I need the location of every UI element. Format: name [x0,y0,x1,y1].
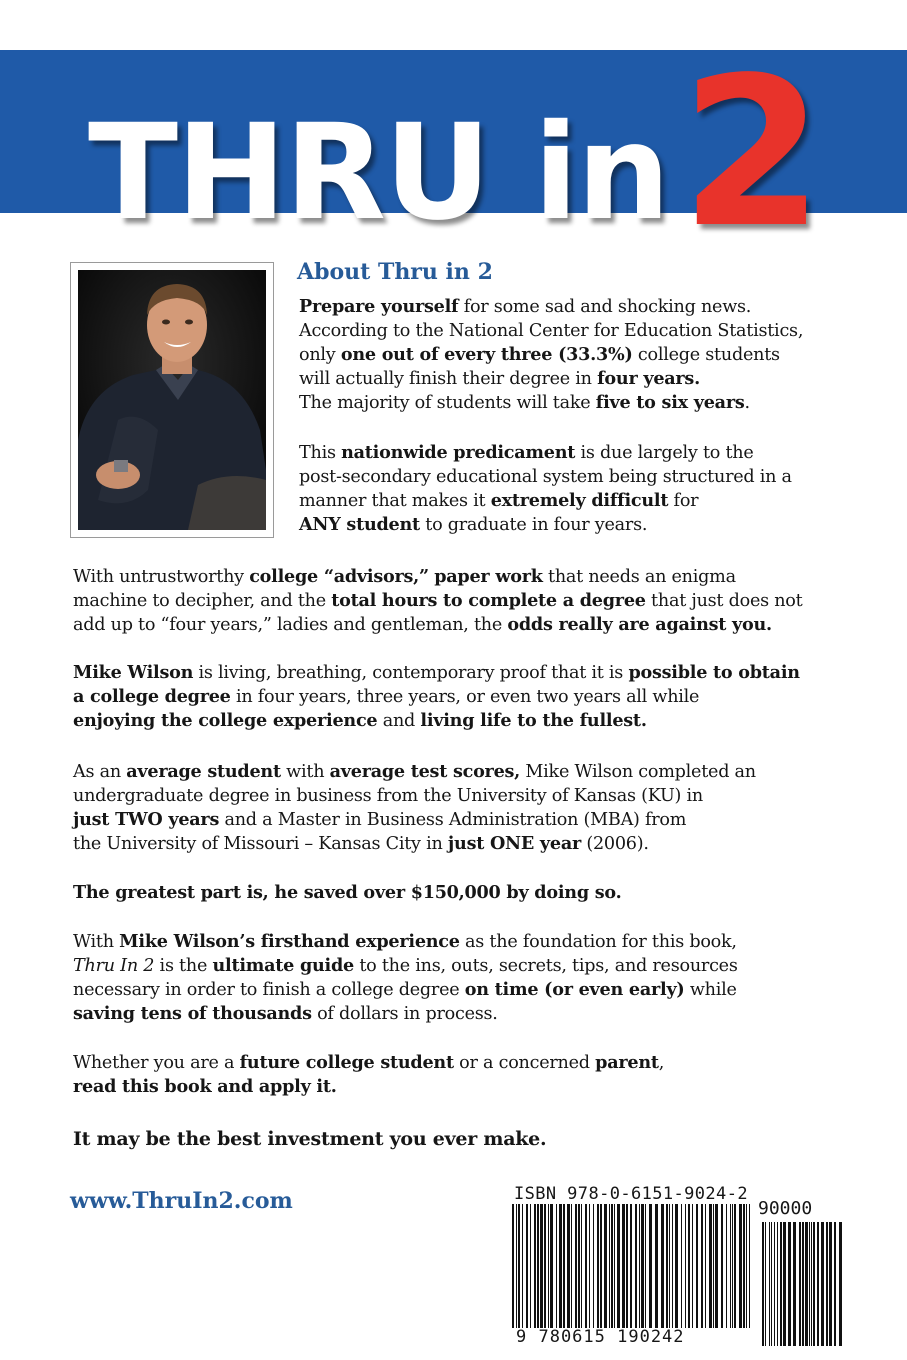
barcode-bar [809,1222,810,1346]
barcode-bar [675,1204,678,1328]
barcode-bar [688,1204,690,1328]
barcode-bar [780,1222,782,1346]
author-photo-frame [70,262,274,538]
closing-statement: It may be the best investment you ever make. [73,1128,547,1150]
barcode-bar [732,1204,733,1328]
barcode-bar [739,1204,742,1328]
barcode-bar [709,1204,712,1328]
author-portrait-icon [78,270,266,530]
barcode-bar [821,1222,824,1346]
intro-paragraph: Prepare yourself for some sad and shocking news. According to the National Center for Education Statistics, only one out of every three (33.3%) college students will actually finish their degree in four years. The majority of students will take five to six years. [299,296,804,413]
barcode-bar [771,1222,772,1346]
barcode-bar [765,1222,766,1346]
barcode-bar [769,1222,770,1346]
barcode-bar [614,1204,615,1328]
barcode-bar [666,1204,668,1328]
about-heading: About Thru in 2 [297,259,493,285]
barcode-bar [799,1222,801,1346]
barcode-bar [575,1204,577,1328]
barcode-bar [672,1204,673,1328]
website-url[interactable]: www.ThruIn2.com [70,1188,293,1214]
barcode-bar [655,1204,658,1328]
barcode-bar [749,1204,750,1328]
title-number: 2 [680,33,822,273]
barcode-bar [534,1204,536,1328]
barcode-bar [692,1204,693,1328]
barcode-bar [567,1204,570,1328]
barcode-bar [774,1222,775,1346]
barcode-bar [639,1204,640,1328]
barcode-bar [696,1204,698,1328]
barcode-bar [611,1204,613,1328]
barcode-bar [743,1204,745,1328]
barcode-bar [617,1204,620,1328]
barcode-bar [777,1222,778,1346]
barcode-bar [550,1204,553,1328]
barcode-bar [622,1204,625,1328]
barcode-bar [649,1204,652,1328]
barcode-bar [630,1204,632,1328]
barcode-bar [578,1204,580,1328]
average-student-paragraph: As an average student with average test scores, Mike Wilson completed an undergraduate degree in business from the University of Kansas (KU) in just TWO years and a Master in Business Administration (MBA) from the University of Missouri – Kansas City in just ONE year (2006). [73,761,756,854]
barcode-bar [730,1204,731,1328]
barcode-bar [701,1204,703,1328]
barcode-bar [537,1204,539,1328]
barcode-bar [746,1204,747,1328]
barcode-bar [600,1204,602,1328]
barcode-bar [593,1204,594,1328]
barcode-bar [540,1204,543,1328]
price-addon-number: 90000 [758,1198,813,1219]
barcode-bar [721,1204,723,1328]
barcode-bar [635,1204,637,1328]
barcode-bar [813,1222,815,1346]
barcode-bar [518,1204,520,1328]
barcode-bar [589,1204,590,1328]
barcode-bar [705,1204,706,1328]
barcode-bar [548,1204,549,1328]
barcode-bar [597,1204,599,1328]
barcode-bar [544,1204,546,1328]
barcode-bar [661,1204,664,1328]
barcode-bar [563,1204,565,1328]
barcode-bar [522,1204,523,1328]
barcode-digits: 9 780615 190242 [516,1327,685,1347]
savings-statement: The greatest part is, he saved over $150,000 by doing so. [73,882,622,903]
predicament-paragraph: This nationwide predicament is due largely to the post-secondary educational system being structured in a manner that makes it extremely difficult for ANY student to graduate in four years. [299,442,792,535]
barcode-bar [834,1222,836,1346]
barcode-bar [793,1222,796,1346]
barcode-bar [641,1204,644,1328]
mike-wilson-paragraph: Mike Wilson is living, breathing, contemporary proof that it is possible to obtain a college degree in four years, three years, or even two years all while enjoying the college experience and living life to the fullest. [73,662,800,731]
barcode-bar [762,1222,764,1346]
barcode-bar [645,1204,646,1328]
barcode-bar [811,1222,812,1346]
audience-paragraph: Whether you are a future college student or a concerned parent, read this book and apply it. [73,1052,665,1097]
barcode-bar [530,1204,531,1328]
barcode-bar [788,1222,791,1346]
barcode-bar [726,1204,727,1328]
barcode-bar [681,1204,682,1328]
barcode-bar [556,1204,557,1328]
barcode-bar [626,1204,628,1328]
barcode-bar [685,1204,686,1328]
barcode-bar [817,1222,819,1346]
barcode-bar [585,1204,587,1328]
barcode-bar [826,1222,828,1346]
barcode-bar [802,1222,804,1346]
isbn-barcode [506,1184,842,1350]
barcode-bar [669,1204,670,1328]
barcode-bar [734,1204,736,1328]
isbn-number: ISBN 978-0-6151-9024-2 [514,1184,748,1204]
barcode-bar [609,1204,610,1328]
barcode-bar [805,1222,808,1346]
barcode-bar [713,1204,714,1328]
barcode-bar [526,1204,528,1328]
barcode-bar [839,1222,842,1346]
advisors-paragraph: With untrustworthy college “advisors,” paper work that needs an enigma machine to decipher, and the total hours to complete a degree that just does not add up to “four years,” ladies and gentleman, the odds really are against you. [73,566,803,635]
barcode-bar [512,1204,514,1328]
barcode-bar [715,1204,718,1328]
barcode-bar [783,1222,786,1346]
barcode-bar [604,1204,607,1328]
barcode-bar [829,1222,832,1346]
barcode-bar [581,1204,582,1328]
barcode-bar [571,1204,572,1328]
portrait-drawing [78,270,266,530]
barcode-bar [516,1204,517,1328]
guide-paragraph: With Mike Wilson’s firsthand experience as the foundation for this book, Thru In 2 is the ultimate guide to the ins, outs, secrets, tips, and resources necessary in order to finish a college degree on time (or even early) while saving tens of thousands of dollars in process. [73,931,738,1024]
title-text: THRU in [88,96,669,250]
barcode-bar [559,1204,562,1328]
